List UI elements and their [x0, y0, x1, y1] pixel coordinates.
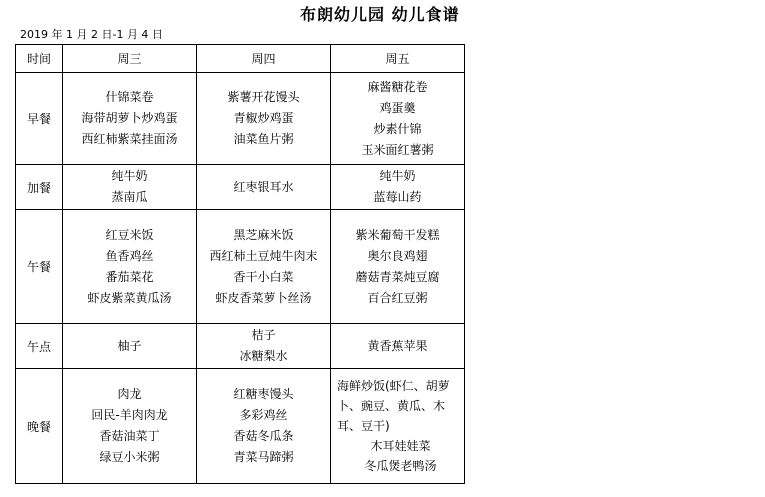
dish-item: 香菇油菜丁 — [99, 429, 160, 443]
meal-label: 午点 — [16, 324, 63, 369]
dish-item: 红豆米饭 — [105, 227, 154, 242]
menu-cell — [331, 324, 465, 369]
menu-cell — [63, 73, 197, 165]
menu-cell — [197, 73, 331, 165]
dish-item: 百合红豆粥 — [367, 290, 428, 305]
dish-item: 耳、豆干) — [337, 419, 390, 433]
menu-cell — [331, 369, 465, 484]
table-row — [16, 73, 465, 165]
table-row — [16, 324, 465, 369]
dish-item: 木耳娃娃菜 — [370, 439, 431, 453]
dish-item: 蒸南瓜 — [111, 190, 148, 204]
meal-label: 早餐 — [16, 73, 63, 165]
table-header-row — [16, 45, 465, 73]
dish-item: 冰糖梨水 — [239, 349, 288, 363]
meal-label: 加餐 — [16, 165, 63, 210]
menu-cell — [197, 369, 331, 484]
table-row — [16, 210, 465, 324]
dish-item: 什锦菜卷 — [105, 90, 154, 104]
dish-item: 西红柿紫菜挂面汤 — [81, 132, 178, 146]
menu-cell — [63, 165, 197, 210]
dish-item: 黑芝麻米饭 — [233, 227, 294, 242]
dish-item: 香菇冬瓜条 — [233, 429, 294, 443]
dish-item: 海鲜炒饭(虾仁、胡萝 — [337, 379, 450, 393]
dish-item: 油菜鱼片粥 — [233, 132, 294, 146]
dish-item: 鸡蛋羹 — [379, 100, 416, 115]
dish-item: 炒素什锦 — [373, 121, 422, 136]
dish-item: 多彩鸡丝 — [239, 408, 288, 422]
dish-item: 青菜马蹄粥 — [233, 450, 294, 464]
column-header-friday: 周五 — [331, 45, 465, 73]
dish-item: 海带胡萝卜炒鸡蛋 — [81, 111, 178, 125]
dish-item: 柚子 — [117, 338, 142, 353]
dish-item: 玉米面红薯粥 — [361, 142, 434, 157]
page-title: 布朗幼儿园 幼儿食谱 — [300, 5, 460, 24]
dish-item: 奥尔良鸡翅 — [367, 248, 428, 263]
dish-item: 西红柿土豆炖牛肉末 — [209, 248, 318, 263]
menu-cell — [63, 369, 197, 484]
meal-label: 午餐 — [16, 210, 63, 324]
dish-item: 紫薯开花馒头 — [227, 90, 300, 104]
dish-item: 卜、豌豆、黄瓜、木 — [337, 399, 446, 413]
dish-item: 黄香蕉苹果 — [367, 338, 428, 353]
dish-item: 蓝莓山药 — [373, 190, 422, 204]
dish-item: 桔子 — [251, 328, 276, 342]
meal-label: 晚餐 — [16, 369, 63, 484]
date-range: 2019 年 1 月 2 日-1 月 4 日 — [20, 28, 163, 41]
dish-item: 红枣银耳水 — [233, 179, 294, 194]
dish-item: 虾皮香菜萝卜丝汤 — [215, 290, 312, 305]
column-header-wednesday: 周三 — [63, 45, 197, 73]
menu-table — [15, 44, 465, 484]
dish-item: 红糖枣馒头 — [233, 387, 294, 401]
dish-item: 鱼香鸡丝 — [105, 248, 154, 263]
menu-cell — [331, 165, 465, 210]
dish-item: 虾皮紫菜黄瓜汤 — [87, 290, 172, 305]
dish-item: 番茄菜花 — [105, 269, 154, 284]
column-header-time: 时间 — [16, 45, 63, 73]
dish-item: 纯牛奶 — [111, 169, 148, 183]
dish-item: 回民-羊肉肉龙 — [91, 408, 168, 422]
dish-item: 麻酱糖花卷 — [367, 79, 428, 94]
menu-cell — [331, 73, 465, 165]
dish-item: 紫米葡萄干发糕 — [355, 227, 440, 242]
menu-cell — [63, 324, 197, 369]
dish-item: 纯牛奶 — [379, 169, 416, 183]
menu-cell — [197, 210, 331, 324]
dish-item: 青椒炒鸡蛋 — [233, 111, 294, 125]
dish-item: 香干小白菜 — [233, 269, 294, 284]
menu-cell — [63, 210, 197, 324]
dish-item: 蘑菇青菜炖豆腐 — [355, 269, 440, 284]
table-row — [16, 165, 465, 210]
menu-cell — [197, 165, 331, 210]
dish-item: 绿豆小米粥 — [99, 450, 160, 464]
dish-item: 肉龙 — [117, 387, 142, 401]
menu-cell — [197, 324, 331, 369]
column-header-thursday: 周四 — [197, 45, 331, 73]
table-row — [16, 369, 465, 484]
dish-item: 冬瓜煲老鸭汤 — [364, 459, 437, 473]
menu-cell — [331, 210, 465, 324]
